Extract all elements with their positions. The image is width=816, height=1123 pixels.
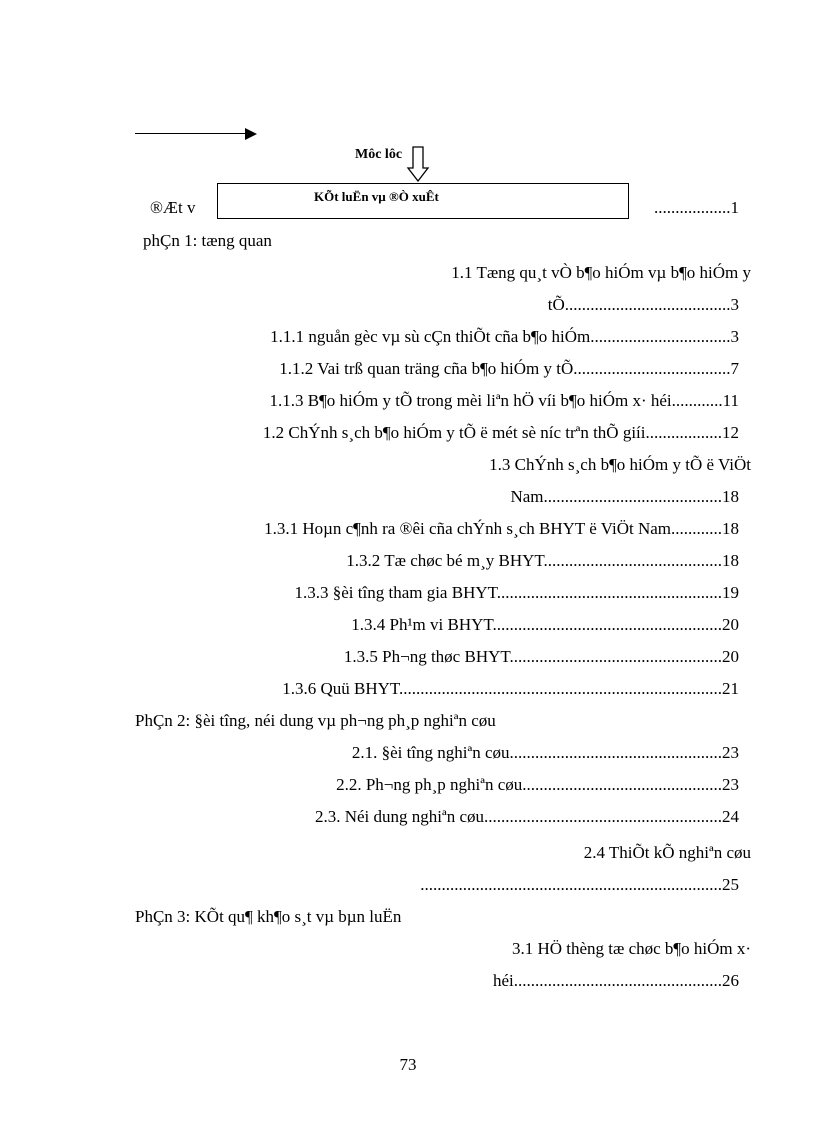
toc-entry-3: tÕ.......................................3 <box>547 295 739 314</box>
toc-entry-8: 1.3 ChÝnh s¸ch b¶o hiÓm y tÕ ë ViÖt <box>489 455 751 474</box>
toc-entry-12: 1.3.3 §èi tîng tham gia BHYT.....................................................19 <box>294 583 739 602</box>
toc-entry-17: 2.1. §èi tîng nghiªn cøu..................................................23 <box>351 743 739 762</box>
toc-entry-7: 1.2 ChÝnh s¸ch b¶o hiÓm y tÕ ë mét sè níc trªn thÕ giíi..................12 <box>262 423 739 442</box>
overlay-box-text: KÕt luËn vµ ®Ò xuÊt <box>314 189 439 204</box>
toc-entry-20: 2.4 ThiÕt kÕ nghiªn cøu <box>583 843 751 862</box>
toc-entry-18: 2.2. Ph¬ng ph¸p nghiªn cøu...............................................23 <box>336 775 739 794</box>
page-number: 73 <box>399 1055 417 1074</box>
toc-entry-4: 1.1.1 nguån gèc vµ sù cÇn thiÕt cña b¶o hiÓm.................................3 <box>270 327 739 346</box>
arrow-line <box>135 133 247 134</box>
arrow-right-icon <box>245 128 257 140</box>
toc-entry-13: 1.3.4 Ph¹m vi BHYT......................................................20 <box>351 615 739 634</box>
toc-entry-0-page: ..................1 <box>654 198 739 217</box>
toc-title: Môc lôc <box>355 147 403 162</box>
toc-entry-9: Nam..........................................18 <box>510 487 739 506</box>
toc-entry-10: 1.3.1 Hoµn c¶nh ra ®êi cña chÝnh s¸ch BHYT ë ViÖt Nam............18 <box>264 519 739 538</box>
toc-entry-19: 2.3. Néi dung nghiªn cøu........................................................24 <box>314 807 739 826</box>
toc-entry-2: 1.1 Tæng qu¸t vÒ b¶o hiÓm vµ b¶o hiÓm y <box>451 263 751 282</box>
toc-entry-5: 1.1.2 Vai trß quan träng cña b¶o hiÓm y tÕ.....................................7 <box>279 359 739 378</box>
arrow-down-icon <box>406 146 430 182</box>
toc-entry-14: 1.3.5 Ph¬ng thøc BHYT..................................................20 <box>343 647 739 666</box>
toc-entry-21: .......................................................................25 <box>420 875 739 894</box>
toc-entry-6: 1.1.3 B¶o hiÓm y tÕ trong mèi liªn hÖ víi b¶o hiÓm x· héi............11 <box>269 391 739 410</box>
toc-entry-0: ®Æt v <box>150 198 196 217</box>
toc-entry-24: héi.................................................26 <box>492 971 739 990</box>
toc-entry-1: phÇn 1: tæng quan <box>143 231 272 250</box>
toc-entry-15: 1.3.6 Quü BHYT............................................................................21 <box>282 679 739 698</box>
toc-entry-22: PhÇn 3: KÕt qu¶ kh¶o s¸t vµ bµn luËn <box>135 907 402 926</box>
toc-entry-23: 3.1 HÖ thèng tæ chøc b¶o hiÓm x· <box>511 939 751 958</box>
toc-entry-11: 1.3.2 Tæ chøc bé m¸y BHYT..........................................18 <box>346 551 739 570</box>
toc-entry-16: PhÇn 2: §èi tîng, néi dung vµ ph¬ng ph¸p nghiªn cøu <box>135 711 496 730</box>
